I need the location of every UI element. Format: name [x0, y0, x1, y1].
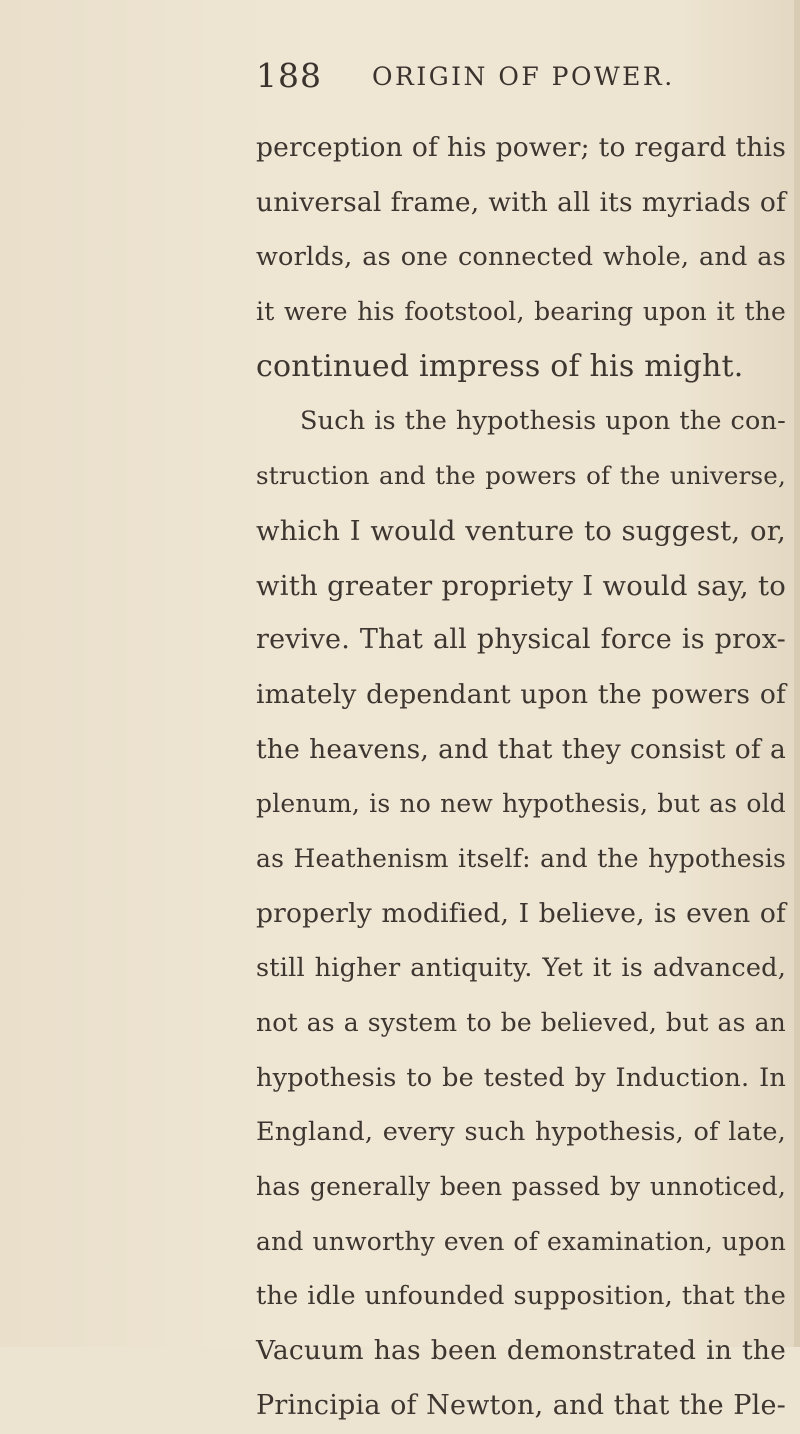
text-line: it were his footstool, bearing upon it the [256, 297, 786, 327]
text-line: the idle unfounded supposition, that the [256, 1281, 786, 1312]
text-line: not as a system to be believed, but as an [256, 1008, 786, 1037]
text-line: Principia of Newton, and that the Ple- [256, 1389, 786, 1421]
text-line: Such is the hypothesis upon the con- [300, 406, 786, 437]
text-line: worlds, as one connected whole, and as [256, 242, 786, 273]
text-line: the heavens, and that they consist of a [256, 733, 786, 765]
page-edge [794, 0, 800, 1347]
page-number: 188 [256, 56, 322, 95]
text-line: properly modified, I believe, is even of [256, 897, 786, 929]
text-line: perception of his power; to regard this [256, 132, 786, 163]
text-line: continued impress of his might. [256, 348, 744, 384]
text-line: England, every such hypothesis, of late, [256, 1117, 786, 1148]
text-line: still higher antiquity. Yet it is advanced, [256, 953, 786, 984]
text-line: with greater propriety I would say, to [256, 569, 786, 602]
text-line: plenum, is no new hypothesis, but as old [256, 789, 786, 819]
text-line: Vacuum has been demonstrated in the [256, 1335, 786, 1367]
body-text [256, 121, 786, 1434]
text-line: imately dependant upon the powers of [256, 678, 786, 710]
text-line: revive. That all physical force is prox- [256, 624, 786, 656]
text-line: struction and the powers of the universe, [256, 461, 786, 491]
text-line: and unworthy even of examination, upon [256, 1226, 786, 1256]
text-line: which I would venture to suggest, or, [256, 514, 786, 547]
text-line: has generally been passed by unnoticed, [256, 1172, 786, 1202]
running-title: ORIGIN OF POWER. [372, 62, 675, 91]
page-header [256, 56, 776, 96]
text-line: as Heathenism itself: and the hypothesis [256, 843, 786, 873]
text-line: universal frame, with all its myriads of [256, 186, 786, 218]
text-line: hypothesis to be tested by Induction. In [256, 1062, 786, 1093]
